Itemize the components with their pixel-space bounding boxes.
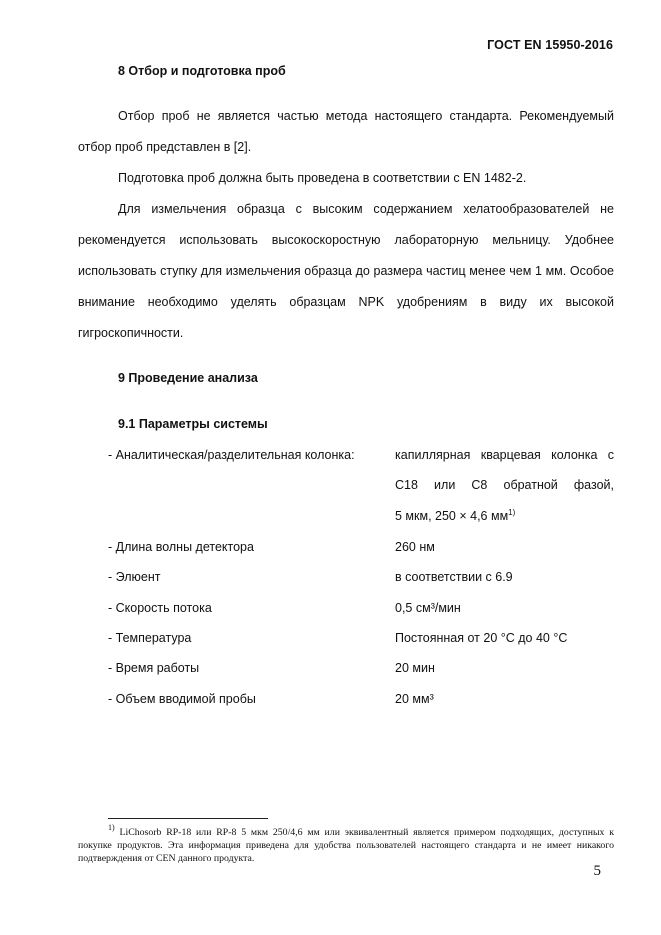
paragraph-grinding: Для измельчения образца с высоким содержанием хелатообразователей не рекомендуется использовать высокоскоростную лабораторную мельницу. Удобнее использовать ступку для измельчения образца до размера частиц менее чем 1 мм. Особое внимание необходимо уделять образцам NPK удобрениям в виду их высокой гигроскопичности. [78,202,614,340]
param-label-eluent: - Элюент [108,570,161,584]
footnote-divider [108,818,268,819]
param-value-injection-volume: 20 мм³ [395,692,434,706]
page-number: 5 [593,863,601,879]
section-8-body [78,101,614,349]
paragraph-preparation: Подготовка проб должна быть проведена в соответствии с EN 1482-2. [118,171,527,185]
section-8-title: 8 Отбор и подготовка проб [118,64,286,78]
param-value-column-line-2: С18 или С8 обратной фазой, [395,478,614,492]
param-value-column-dimensions: 5 мкм, 250 × 4,6 мм [395,509,509,523]
param-value-eluent: в соответствии с 6.9 [395,570,513,584]
param-label-temperature: - Температура [108,631,192,645]
footnote-body [78,823,614,865]
param-value-run-time: 20 мин [395,661,435,675]
param-label-injection-volume: - Объем вводимой пробы [108,692,256,706]
param-value-temperature: Постоянная от 20 °С до 40 °С [395,631,568,645]
param-label-column: - Аналитическая/разделительная колонка: [108,448,355,462]
footnote [78,823,614,865]
section-9-title: 9 Проведение анализа [118,371,258,385]
footnote-ref: 1) [508,508,516,517]
param-value-flow-rate: 0,5 см³/мин [395,601,461,615]
paragraph-sampling: Отбор проб не является частью метода настоящего стандарта. Рекомендуемый отбор проб представлен в [2]. [78,109,614,154]
param-value-column-line-3 [395,509,515,523]
param-value-wavelength: 260 нм [395,540,435,554]
param-value-column-line-1: капиллярная кварцевая колонка с [395,448,614,462]
param-label-run-time: - Время работы [108,661,200,675]
document-header: ГОСТ EN 15950-2016 [487,38,613,52]
footnote-text: LiChosorb RP-18 или RP-8 5 мкм 250/4,6 мм или эквивалентный является примером подходящих, доступных к покупке продуктов. Эта информация приведена для удобства пользователей настоящего стандарта и не имеет никакого подтверждения от CEN данного продукта. [78,827,614,864]
section-9-1-title: 9.1 Параметры системы [118,417,268,431]
param-label-flow-rate: - Скорость потока [108,601,212,615]
footnote-marker: 1) [108,823,115,832]
param-label-wavelength: - Длина волны детектора [108,540,254,554]
